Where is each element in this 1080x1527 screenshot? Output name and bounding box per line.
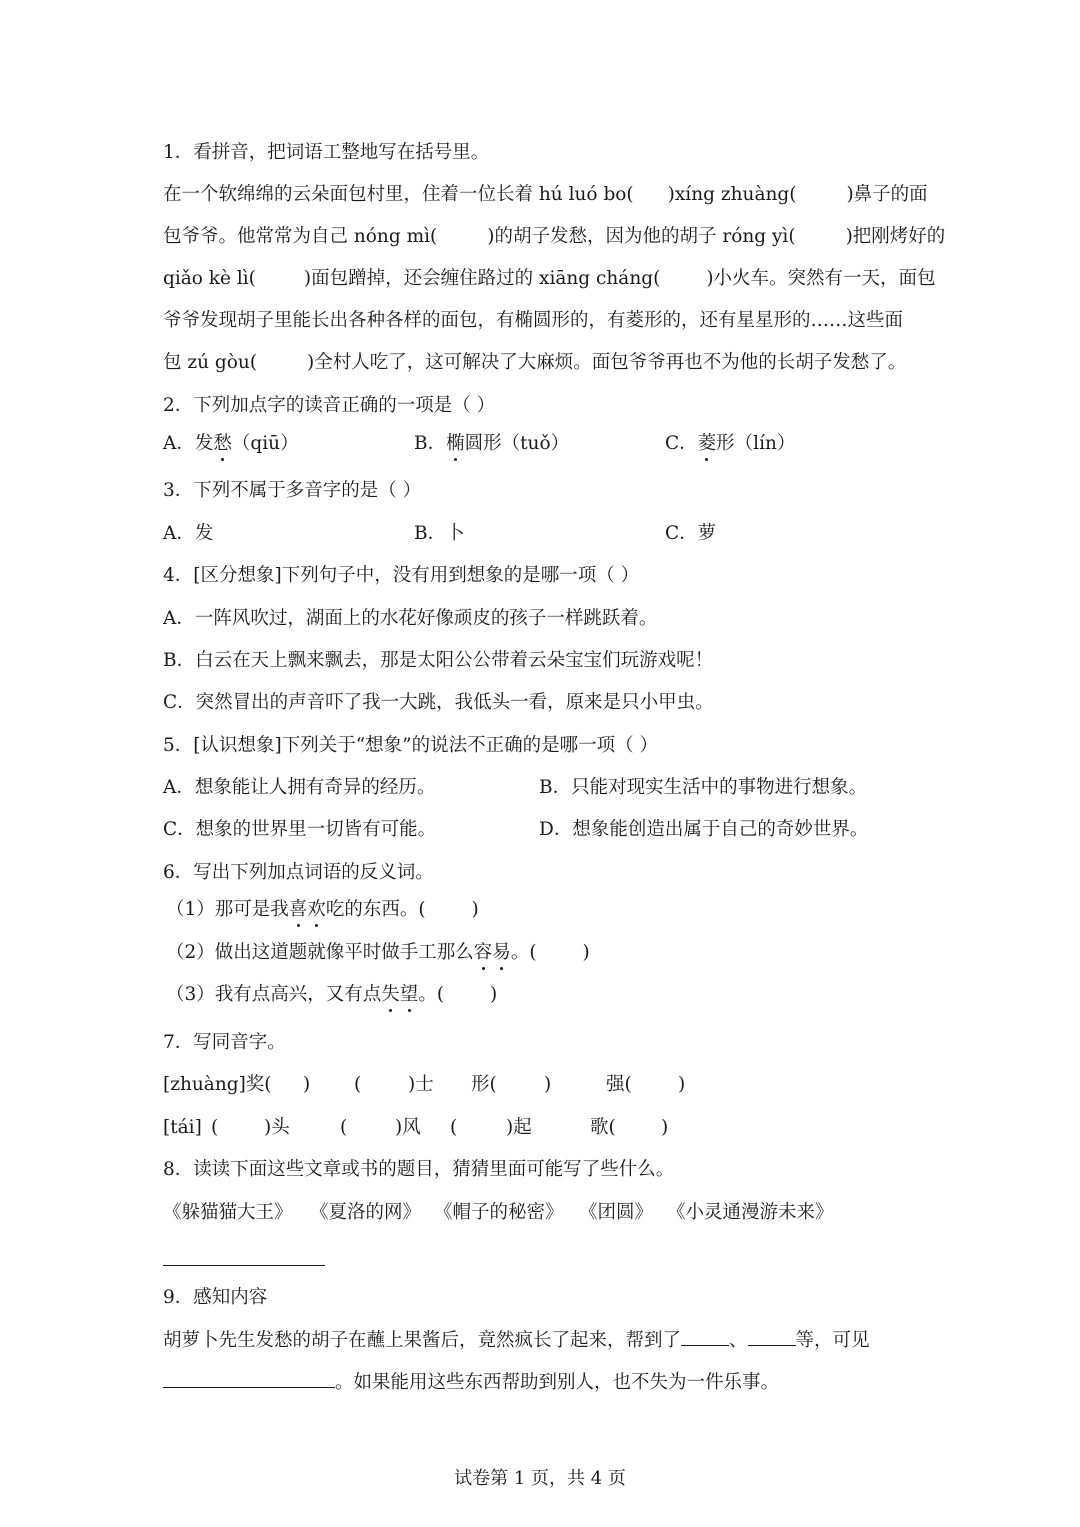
q5-option-c: C．想象的世界里一切皆有可能。 [163, 819, 437, 840]
q4-title: 4．[区分想象]下列句子中，没有用到想象的是哪一项（ ） [163, 565, 640, 586]
q3-option-c: C．萝 [665, 523, 717, 544]
q1-text: 包 zú gòu( [163, 352, 258, 373]
q3-option-a: A．发 [163, 523, 214, 544]
q1-text: )面包蹭掉，还会缠住路过的 xiāng cháng( [303, 268, 661, 289]
q2-option-a: A．发愁（qiū） [163, 433, 299, 454]
q2-title: 2．下列加点字的读音正确的一项是（ ） [163, 395, 496, 416]
q6-title: 6．写出下列加点词语的反义词。 [163, 862, 434, 883]
q9-title: 9．感知内容 [163, 1287, 268, 1308]
q3-option-b: B．卜 [414, 523, 465, 544]
q5-title: 5．[认识想象]下列关于“想象”的说法不正确的是哪一项（ ） [163, 735, 659, 756]
q7-title: 7．写同音字。 [163, 1032, 286, 1053]
q6-item-2: （2）做出这道题就像平时做手工那么容易。( ) [166, 942, 590, 963]
q6-item-3: （3）我有点高兴，又有点失望。( ) [166, 984, 498, 1005]
q2-option-b: B．椭圆形（tuǒ） [414, 433, 570, 454]
q1-line-1 [163, 183, 928, 207]
q1-line-3 [163, 267, 936, 291]
q8-book-title: 《夏洛的网》 [310, 1202, 422, 1223]
q8-book-title: 《团圆》 [579, 1202, 654, 1223]
q1-text: )全村人吃了，这可解决了大麻烦。面包爷爷再也不为他的长胡子发愁了。 [307, 352, 907, 373]
q1-text: 包爷爷。他常常为自己 nóng mì( [163, 226, 438, 247]
q8-title: 8．读读下面这些文章或书的题目，猜猜里面可能写了些什么。 [163, 1159, 675, 1180]
q4-option-a: A．一阵风吹过，湖面上的水花好像顽皮的孩子一样跳跃着。 [163, 608, 658, 629]
q1-text: )xíng zhuàng( [667, 184, 797, 205]
q9-blank [681, 1329, 729, 1346]
q8-book-title: 《帽子的秘密》 [434, 1202, 564, 1223]
q9-line-1: 胡萝卜先生发愁的胡子在蘸上果酱后，竟然疯长了起来，帮到了 、 等，可见 [163, 1330, 870, 1351]
q1-line-5 [163, 351, 906, 375]
q8-book-title: 《小灵通漫游未来》 [667, 1202, 834, 1223]
q1-title: 1．看拼音，把词语工整地写在括号里。 [163, 142, 490, 163]
q8-book-title: 《躲猫猫大王》 [163, 1202, 293, 1223]
page-footer: 试卷第 1 页，共 4 页 [454, 1468, 626, 1489]
q1-line-2 [163, 225, 945, 249]
q9-line-2: 。如果能用这些东西帮助到别人，也不失为一件乐事。 [163, 1371, 779, 1395]
q1-text: )鼻子的面 [846, 184, 928, 205]
q5-option-b: B．只能对现实生活中的事物进行想象。 [539, 777, 868, 798]
q5-option-d: D．想象能创造出属于自己的奇妙世界。 [539, 819, 869, 840]
q4-option-b: B．白云在天上飘来飘去，那是太阳公公带着云朵宝宝们玩游戏呢！ [163, 650, 714, 671]
q2-option-c: C．菱形（lín） [665, 433, 796, 454]
q4-option-c: C．突然冒出的声音吓了我一大跳，我低头一看，原来是只小甲虫。 [163, 692, 714, 713]
q1-line-4: 爷爷发现胡子里能长出各种各样的面包，有椭圆形的，有菱形的，还有星星形的……这些面 [163, 310, 904, 331]
q1-text: 在一个软绵绵的云朵面包村里，住着一位长着 hú luó bo( [163, 184, 634, 205]
q1-text: )的胡子发愁，因为他的胡子 róng yì( [487, 226, 796, 247]
q5-option-a: A．想象能让人拥有奇异的经历。 [163, 777, 436, 798]
q6-item-1: （1）那可是我喜欢吃的东西。( ) [166, 899, 479, 920]
q3-title: 3．下列不属于多音字的是（ ） [163, 480, 422, 501]
q9-blank [163, 1371, 335, 1388]
q8-answer-line [163, 1265, 325, 1266]
q1-text: )小火车。突然有一天，面包 [706, 268, 936, 289]
q1-text: )把刚烤好的 [845, 226, 946, 247]
q9-blank [748, 1329, 796, 1346]
q1-text: qiǎo kè lì( [163, 268, 256, 289]
